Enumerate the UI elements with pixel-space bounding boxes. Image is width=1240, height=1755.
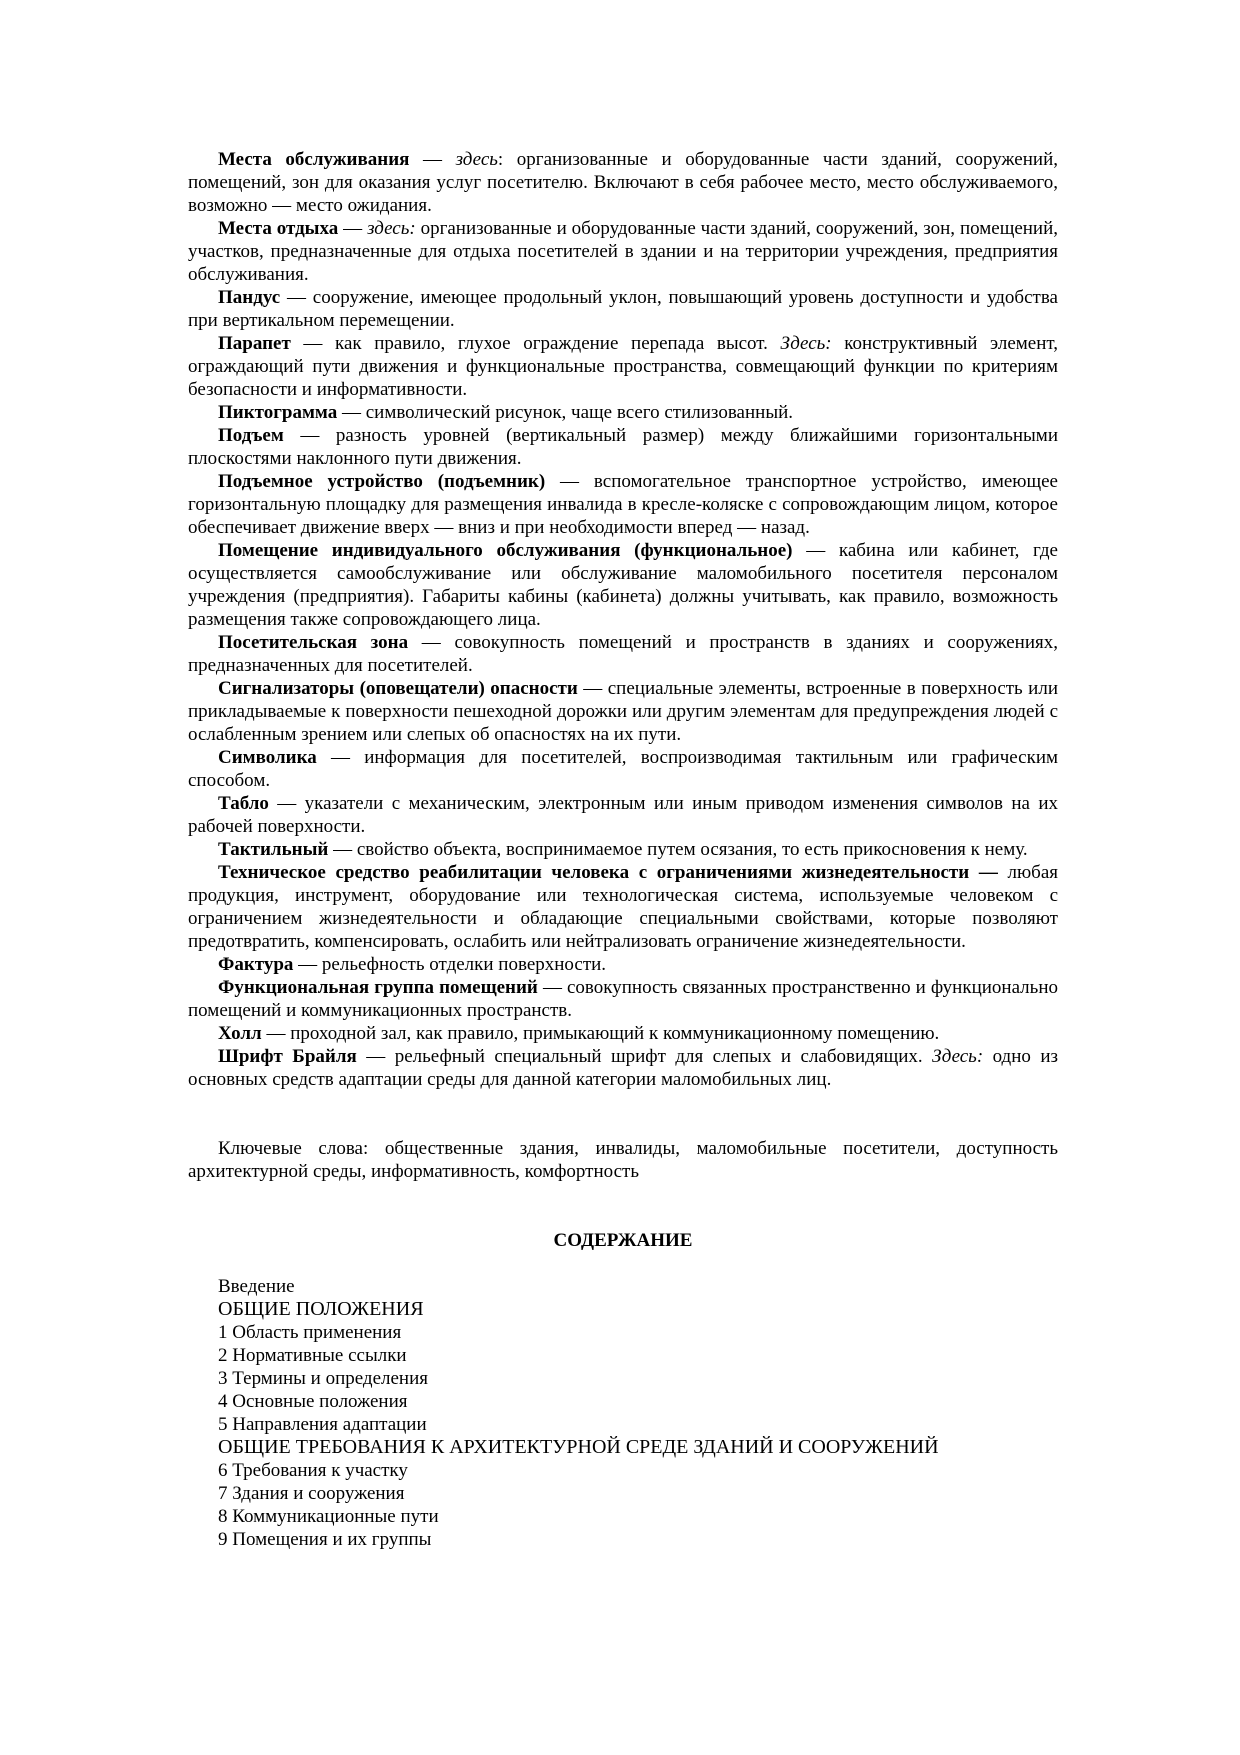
term-definition [188, 792, 1058, 838]
term-dash: — [409, 149, 456, 170]
term-definition [188, 148, 1058, 217]
term-dash: — [577, 678, 608, 699]
term-dash: — [408, 632, 455, 653]
toc-item: 7 Здания и сооружения [218, 1483, 405, 1504]
term-dash: — [328, 839, 357, 860]
term-text: указатели с механическим, электронным или иным приводом изменения символов на их рабочей поверхности. [188, 793, 1059, 837]
term-name: Тактильный [218, 839, 329, 860]
term-name: Парапет [218, 333, 291, 354]
term-name: Пиктограмма [218, 402, 338, 423]
term-name: Табло [218, 793, 269, 814]
term-name: Места обслуживания [218, 149, 410, 170]
toc-item: 6 Требования к участку [218, 1460, 408, 1481]
toc-item: 9 Помещения и их группы [218, 1529, 432, 1550]
term-dash: — [290, 333, 336, 354]
term-dash: — [537, 977, 567, 998]
term-dash: — [261, 1023, 291, 1044]
term-text: свойство объекта, воспринимаемое путем осязания, то есть прикосновения к нему. [356, 839, 1028, 860]
term-dash: — [316, 747, 365, 768]
term-name: Места отдыха [218, 218, 339, 239]
term-emphasis: здесь [455, 149, 498, 170]
term-text: специальные элементы, встроенные в поверхность или прикладываемые к поверхности пешеходной дорожки или другим элементам для предупреждения людей с ослабленным зрением или слепых об опасностях на их пути. [188, 678, 1058, 745]
table-of-contents [218, 1275, 1058, 1551]
term-name: Техническое средство реабилитации человека с ограничениями жизнедеятельности — [218, 862, 998, 883]
term-definition [188, 332, 1058, 401]
term-text: символический рисунок, чаще всего стилизованный. [365, 402, 793, 423]
toc-section: ОБЩИЕ ПОЛОЖЕНИЯ [218, 1298, 424, 1320]
term-definition [188, 746, 1058, 792]
term-definition [188, 861, 1058, 953]
toc-item: 8 Коммуникационные пути [218, 1506, 439, 1527]
term-dash: — [545, 471, 594, 492]
term-text: кабина или кабинет, где осуществляется самообслуживание или обслуживание маломобильного посетителя персоналом учреждения (предприятия). Габариты кабины (кабинета) должны учитывать, как правило, возможность размещения также сопровождающего лица. [188, 540, 1058, 630]
toc-section: ОБЩИЕ ТРЕБОВАНИЯ К АРХИТЕКТУРНОЙ СРЕДЕ ЗДАНИЙ И СООРУЖЕНИЙ [218, 1436, 939, 1458]
term-dash: — [293, 954, 322, 975]
toc-item: 3 Термины и определения [218, 1368, 429, 1389]
term-definition [188, 401, 1058, 424]
term-dash: — [356, 1046, 395, 1067]
term-definition [188, 677, 1058, 746]
term-name: Помещение индивидуального обслуживания (функциональное) [218, 540, 793, 561]
term-text: совокупность связанных пространственно и функционально помещений и коммуникационных пространств. [188, 977, 1058, 1021]
document-page [188, 148, 1058, 1551]
term-name: Шрифт Брайля [218, 1046, 357, 1067]
term-text: любая продукция, инструмент, оборудование или технологическая система, используемые человеком с ограничением жизнедеятельности и обладающие специальными свойствами, которые позволяют предотвратить, компенсировать, ослабить или нейтрализовать ограничение жизнедеятельности. [188, 862, 1058, 952]
term-dash: — [792, 540, 839, 561]
term-text-rest: конструктивный элемент, ограждающий пути движения и функциональные пространства, совмещающий функции по критериям безопасности и информативности. [188, 333, 1058, 400]
term-definition [188, 424, 1058, 470]
term-definition [188, 470, 1058, 539]
toc-item: Введение [218, 1276, 295, 1297]
term-dash: — [280, 287, 313, 308]
term-text: информация для посетителей, воспроизводимая тактильным или графическим способом. [188, 747, 1059, 791]
toc-item: 1 Область применения [218, 1322, 402, 1343]
toc-title: СОДЕРЖАНИЕ [553, 1230, 693, 1251]
term-emphasis: Здесь: [780, 333, 832, 354]
term-text: совокупность помещений и пространств в зданиях и сооружениях, предназначенных для посетителей. [188, 632, 1058, 676]
term-definition [188, 953, 1058, 976]
term-name: Символика [218, 747, 317, 768]
term-text: рельефность отделки поверхности. [321, 954, 607, 975]
term-text-rest: организованные и оборудованные части зданий, сооружений, зон, помещений, участков, предназначенные для отдыха посетителей в здании и на территории учреждения, предприятия обслуживания. [188, 218, 1059, 285]
term-definition [188, 217, 1058, 286]
term-text: как правило, глухое ограждение перепада высот. [335, 333, 781, 354]
keywords-paragraph: Ключевые слова: общественные здания, инвалиды, маломобильные посетители, доступность архитектурной среды, информативность, комфортность [188, 1138, 1058, 1182]
term-text: проходной зал, как правило, примыкающий к коммуникационному помещению. [290, 1023, 940, 1044]
term-definition [188, 838, 1058, 861]
term-name: Функциональная группа помещений [218, 977, 538, 998]
term-definition [188, 1022, 1058, 1045]
term-text-rest: одно из основных средств адаптации среды для данной категории маломобильных лиц. [188, 1046, 1059, 1090]
term-emphasis: здесь: [367, 218, 416, 239]
term-name: Подъемное устройство (подъемник) [218, 471, 546, 492]
term-text: вспомогательное транспортное устройство, имеющее горизонтальную площадку для размещения инвалида в кресле-коляске с сопровождающим лицом, которое обеспечивает движение вверх — вниз и при необходимости вперед — назад. [188, 471, 1058, 538]
term-definition [188, 631, 1058, 677]
term-name: Фактура [218, 954, 294, 975]
term-name: Подъем [218, 425, 284, 446]
term-name: Сигнализаторы (оповещатели) опасности [218, 678, 578, 699]
term-text: рельефный специальный шрифт для слепых и слабовидящих. [394, 1046, 933, 1067]
term-dash: — [268, 793, 305, 814]
term-definition [188, 539, 1058, 631]
term-dash: — [283, 425, 336, 446]
term-name: Пандус [218, 287, 281, 308]
term-text-rest: : организованные и оборудованные части зданий, сооружений, помещений, зон для оказания услуг посетителю. Включают в себя рабочее место, место обслуживаемого, возможно — место ожидания. [188, 149, 1058, 216]
toc-item: 4 Основные положения [218, 1391, 408, 1412]
term-definition [188, 286, 1058, 332]
toc-item: 2 Нормативные ссылки [218, 1345, 407, 1366]
term-name: Холл [218, 1023, 262, 1044]
term-text: разность уровней (вертикальный размер) между ближайшими горизонтальными плоскостями наклонного пути движения. [188, 425, 1058, 469]
term-dash: — [337, 402, 366, 423]
terms-list [188, 148, 1058, 1091]
term-definition [188, 976, 1058, 1022]
term-definition [188, 1045, 1058, 1091]
term-emphasis: Здесь: [932, 1046, 984, 1067]
term-name: Посетительская зона [218, 632, 409, 653]
term-text: сооружение, имеющее продольный уклон, повышающий уровень доступности и удобства при вертикальном перемещении. [188, 287, 1058, 331]
toc-item: 5 Направления адаптации [218, 1414, 427, 1435]
term-dash: — [338, 218, 368, 239]
